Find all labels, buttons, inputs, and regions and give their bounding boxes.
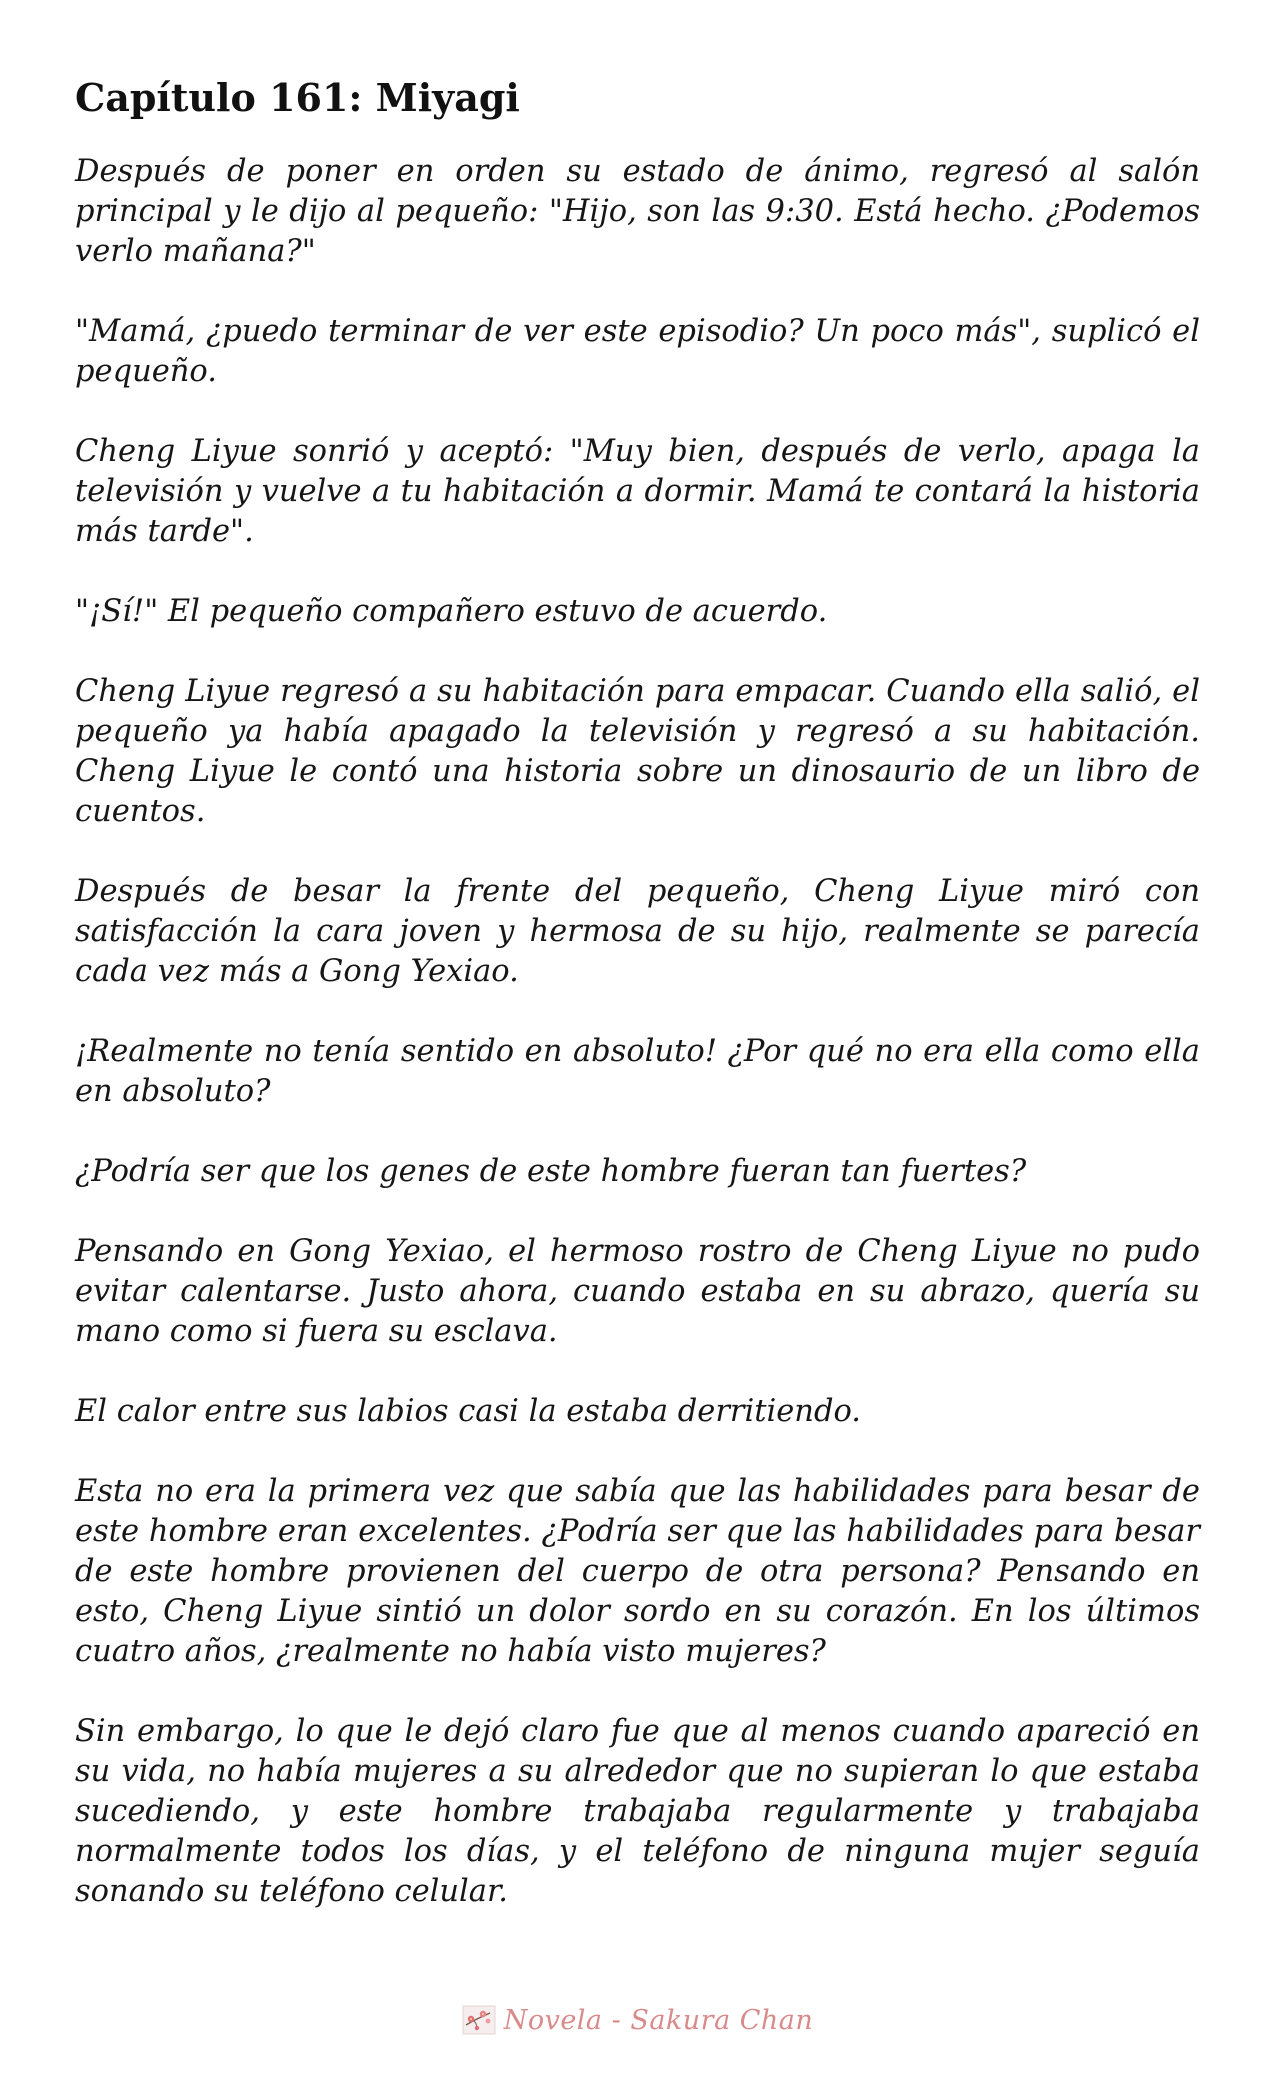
paragraph: Cheng Liyue sonrió y aceptó: "Muy bien, después de verlo, apaga la televisión y vuelve a tu habitación a dormir. Mamá te contará la historia más tarde". (75, 434, 1200, 549)
watermark (0, 1995, 1275, 2045)
chapter-title: Capítulo 161: Miyagi (75, 75, 520, 120)
sakura-flower-icon (462, 2005, 496, 2035)
paragraph: Pensando en Gong Yexiao, el hermoso rostro de Cheng Liyue no pudo evitar calentarse. Justo ahora, cuando estaba en su abrazo, quería su mano como si fuera su esclava. (75, 1234, 1200, 1349)
paragraph: "¡Sí!" El pequeño compañero estuvo de acuerdo. (75, 594, 828, 629)
paragraph: "Mamá, ¿puedo terminar de ver este episodio? Un poco más", suplicó el pequeño. (75, 314, 1200, 389)
chapter-body (75, 152, 1200, 1912)
paragraph: ¡Realmente no tenía sentido en absoluto! ¿Por qué no era ella como ella en absoluto? (75, 1034, 1200, 1109)
chapter-page (75, 70, 1200, 1912)
paragraph: ¿Podría ser que los genes de este hombre fueran tan fuertes? (75, 1154, 1027, 1189)
paragraph: Cheng Liyue regresó a su habitación para empacar. Cuando ella salió, el pequeño ya había apagado la televisión y regresó a su habitación. Cheng Liyue le contó una historia sobre un dinosaurio de un libro de cuentos. (75, 674, 1200, 829)
paragraph: Después de besar la frente del pequeño, Cheng Liyue miró con satisfacción la cara joven y hermosa de su hijo, realmente se parecía cada vez más a Gong Yexiao. (75, 874, 1200, 989)
paragraph: Sin embargo, lo que le dejó claro fue que al menos cuando apareció en su vida, no había mujeres a su alrededor que no supieran lo que estaba sucediendo, y este hombre trabajaba regularmente y trabajaba normalmente todos los días, y el teléfono de ninguna mujer seguía sonando su teléfono celular. (75, 1714, 1200, 1909)
paragraph: El calor entre sus labios casi la estaba derritiendo. (75, 1394, 862, 1429)
watermark-text: Novela - Sakura Chan (503, 2004, 814, 2036)
paragraph: Esta no era la primera vez que sabía que las habilidades para besar de este hombre eran excelentes. ¿Podría ser que las habilidades para besar de este hombre provienen del cuerpo de otra persona? Pensando en esto, Cheng Liyue sintió un dolor sordo en su corazón. En los últimos cuatro años, ¿realmente no había visto mujeres? (75, 1474, 1200, 1669)
paragraph: Después de poner en orden su estado de ánimo, regresó al salón principal y le dijo al pequeño: "Hijo, son las 9:30. Está hecho. ¿Podemos verlo mañana?" (75, 154, 1200, 269)
